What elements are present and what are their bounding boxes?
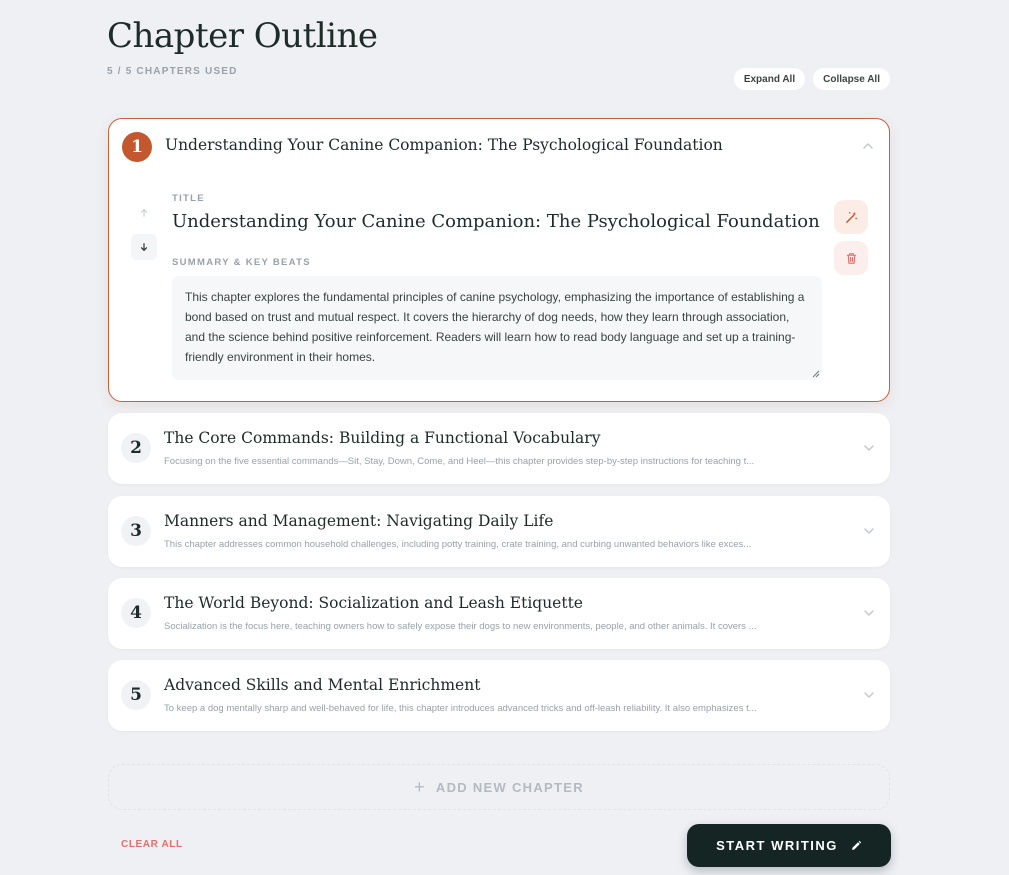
- chapter-summary-preview: Focusing on the five essential commands—Sit, Stay, Down, Come, and Heel—this chapter provides step-by-step instructions for teaching t...: [164, 456, 755, 467]
- chapter-number-badge: 2: [121, 433, 151, 463]
- chapter-number-badge: 4: [121, 598, 151, 628]
- add-chapter-label: ADD NEW CHAPTER: [435, 779, 584, 795]
- summary-text: This chapter explores the fundamental principles of canine psychology, emphasizing the importance of establishing a bond based on trust and mutual respect. It covers the hierarchy of dog needs, how they learn through association, and the science behind positive reinforcement. Readers will learn how to read body language and set up a training-friendly environment in their homes.: [185, 290, 805, 364]
- chapter-summary-textarea[interactable]: [172, 276, 822, 380]
- pen-icon: [850, 840, 862, 852]
- resize-handle-icon[interactable]: [812, 370, 820, 378]
- chevron-down-icon[interactable]: [862, 524, 876, 538]
- arrow-down-icon: [139, 242, 149, 252]
- magic-wand-icon: [845, 211, 858, 224]
- chapter-card-2[interactable]: [108, 413, 890, 484]
- chapter-heading: The World Beyond: Socialization and Leash Etiquette: [164, 594, 583, 612]
- chapter-number-badge: 1: [122, 132, 152, 162]
- chapter-summary-preview: Socialization is the focus here, teaching owners how to safely expose their dogs to new environments, people, and other animals. It covers ...: [164, 621, 757, 632]
- chapter-title-input[interactable]: Understanding Your Canine Companion: The Psychological Foundation: [172, 211, 820, 232]
- collapse-all-button[interactable]: Collapse All: [813, 68, 890, 90]
- chapter-card-3[interactable]: [108, 496, 890, 567]
- chapter-number-badge: 3: [121, 516, 151, 546]
- clear-all-button[interactable]: CLEAR ALL: [121, 839, 183, 850]
- page-title: Chapter Outline: [107, 16, 378, 56]
- trash-icon: [845, 252, 858, 265]
- title-field-label: TITLE: [172, 193, 205, 204]
- chevron-down-icon[interactable]: [862, 441, 876, 455]
- chapter-heading: Advanced Skills and Mental Enrichment: [164, 676, 481, 694]
- chevron-up-icon[interactable]: [861, 139, 875, 153]
- start-writing-label: START WRITING: [716, 838, 838, 853]
- delete-chapter-button[interactable]: [834, 241, 868, 275]
- chevron-down-icon[interactable]: [862, 688, 876, 702]
- chapter-heading[interactable]: Understanding Your Canine Companion: The Psychological Foundation: [165, 136, 723, 154]
- chapter-card-4[interactable]: [108, 578, 890, 649]
- expand-all-button[interactable]: Expand All: [734, 68, 805, 90]
- chapter-heading: The Core Commands: Building a Functional Vocabulary: [164, 429, 601, 447]
- move-down-button[interactable]: [131, 234, 157, 260]
- chapter-number-badge: 5: [121, 680, 151, 710]
- move-up-button[interactable]: [131, 200, 157, 226]
- plus-icon: +: [414, 776, 426, 797]
- summary-field-label: SUMMARY & KEY BEATS: [172, 257, 311, 268]
- chapter-summary-preview: To keep a dog mentally sharp and well-behaved for life, this chapter introduces advanced tricks and off-leash reliability. It also emphasizes t...: [164, 703, 757, 714]
- chapter-card-expanded: [108, 118, 890, 402]
- chapter-card-5[interactable]: [108, 660, 890, 731]
- chapter-heading: Manners and Management: Navigating Daily Life: [164, 512, 554, 530]
- outline-toolbar: [734, 68, 890, 90]
- add-new-chapter-button[interactable]: [108, 764, 890, 810]
- arrow-up-icon: [139, 208, 149, 218]
- start-writing-button[interactable]: [687, 824, 891, 867]
- chevron-down-icon[interactable]: [862, 606, 876, 620]
- ai-generate-button[interactable]: [834, 200, 868, 234]
- chapter-summary-preview: This chapter addresses common household challenges, including potty training, crate training, and curbing unwanted behaviors like exces...: [164, 539, 752, 550]
- chapter-usage-count: 5 / 5 CHAPTERS USED: [107, 66, 238, 77]
